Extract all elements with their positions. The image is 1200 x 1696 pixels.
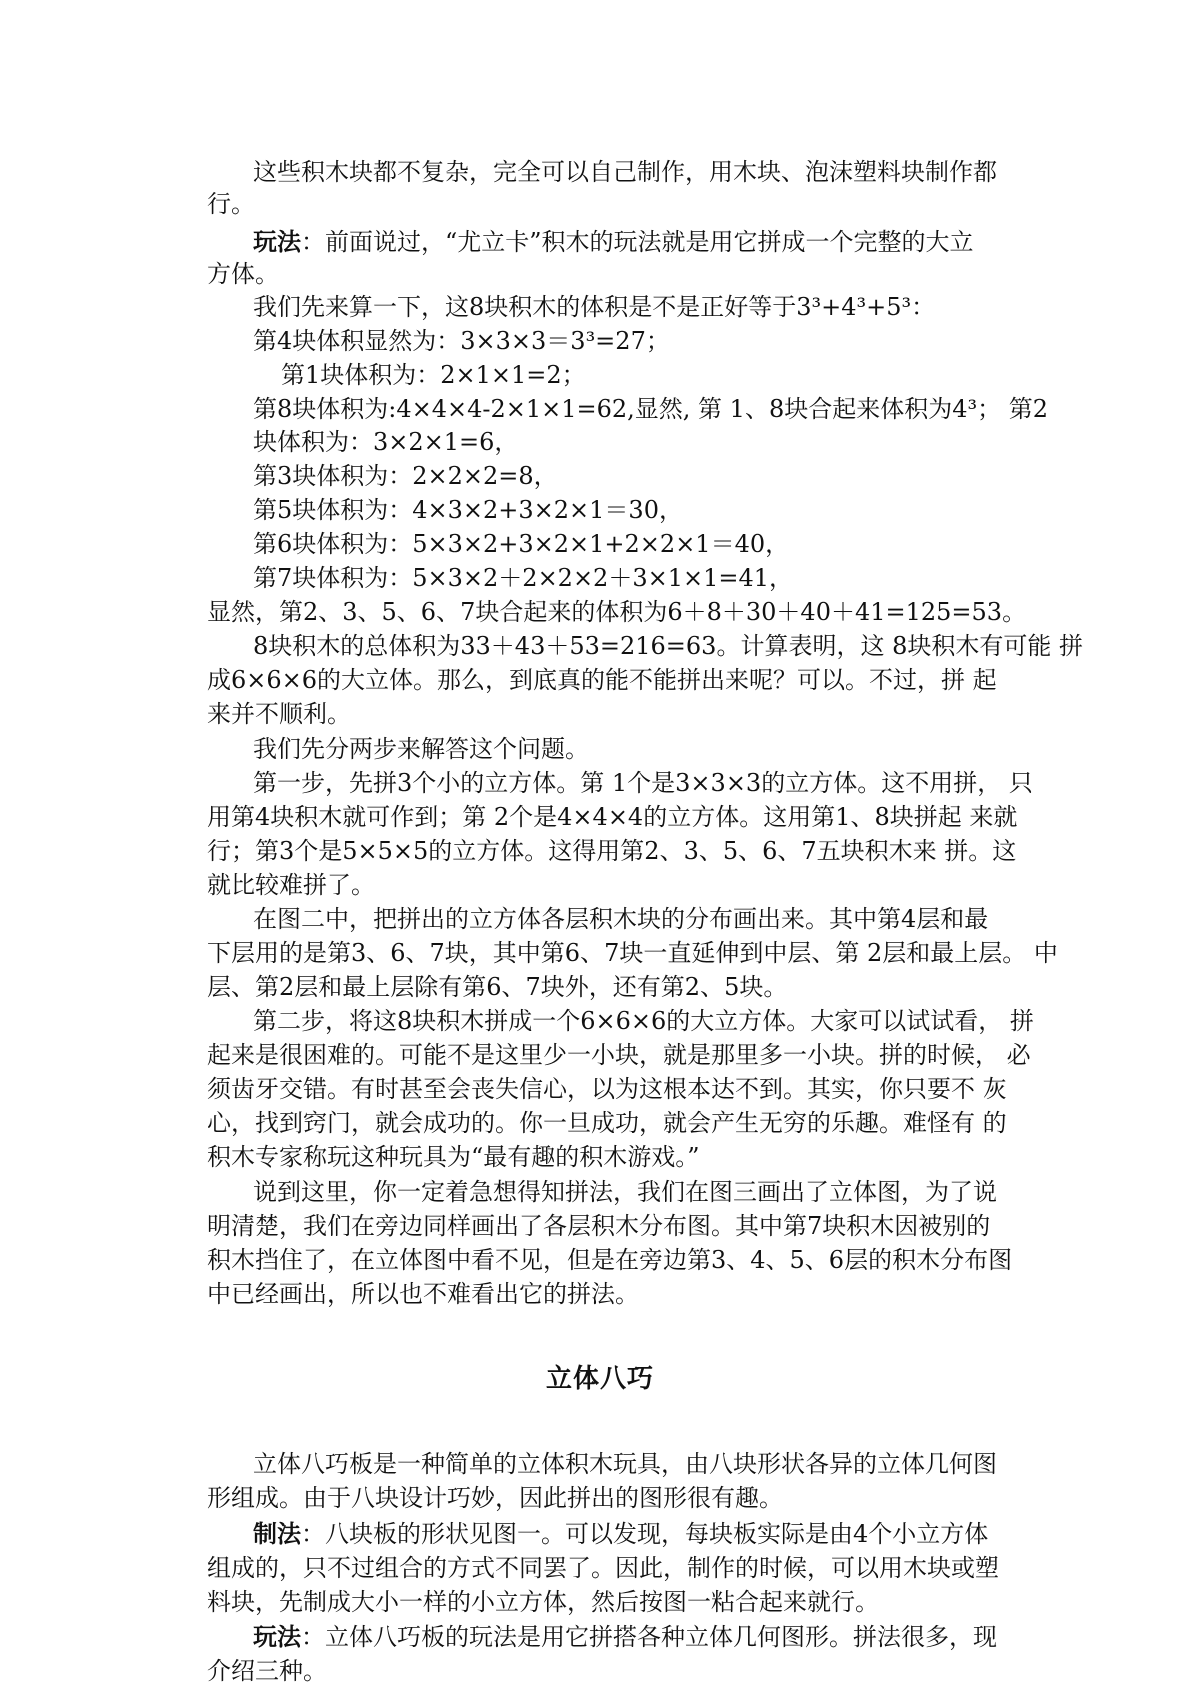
paragraph-text: ：立体八巧板的玩法是用它拼搭各种立体几何图形。拼法很多，现 <box>301 1623 997 1651</box>
paragraph-line: 中已经画出，所以也不难看出它的拼法。 <box>207 1280 639 1308</box>
paragraph-line: 须齿牙交错。有时甚至会丧失信心，以为这根本达不到。其实，你只要不 灰 <box>207 1075 1007 1103</box>
paragraph-line: 层、第2层和最上层除有第6、7块外，还有第2、5块。 <box>207 973 788 1001</box>
play-method-label: 玩法 <box>253 1622 301 1651</box>
paragraph-line: 料块，先制成大小一样的小立方体，然后按图一粘合起来就行。 <box>207 1588 879 1616</box>
make-method-label: 制法 <box>253 1519 301 1548</box>
calculation-line: 第6块体积为：5×3×2+3×2×1+2×2×1＝40， <box>253 530 790 558</box>
paragraph-line: 我们先来算一下，这8块积木的体积是不是正好等于3³+4³+5³： <box>253 293 936 321</box>
paragraph-line: 我们先分两步来解答这个问题。 <box>253 735 589 763</box>
paragraph-line: 就比较难拼了。 <box>207 871 375 899</box>
paragraph-line: 说到这里，你一定着急想得知拼法，我们在图三画出了立体图，为了说 <box>253 1178 997 1206</box>
play-method-label: 玩法 <box>253 227 301 256</box>
calculation-line: 第4块体积显然为：3×3×3＝3³=27； <box>253 327 670 355</box>
section-title: 立体八巧 <box>545 1364 654 1394</box>
calculation-line: 块体积为：3×2×1=6， <box>253 428 519 456</box>
paragraph-line: 成6×6×6的大立体。那么，到底真的能不能拼出来呢？可以。不过，拼 起 <box>207 666 997 694</box>
calculation-line: 第1块体积为：2×1×1=2； <box>281 361 586 389</box>
paragraph-line: 显然，第2、3、5、6、7块合起来的体积为6＋8＋30＋40＋41=125=53。 <box>207 598 1027 626</box>
paragraph-line <box>253 1621 997 1653</box>
paragraph-line: 立体八巧板是一种简单的立体积木玩具，由八块形状各异的立体几何图 <box>253 1450 997 1478</box>
paragraph-line <box>253 1518 988 1550</box>
calculation-line: 第5块体积为：4×3×2+3×2×1＝30， <box>253 496 683 524</box>
paragraph-line: 这些积木块都不复杂，完全可以自己制作，用木块、泡沫塑料块制作都 <box>253 158 997 186</box>
paragraph-line: 组成的，只不过组合的方式不同罢了。因此，制作的时候，可以用木块或塑 <box>207 1554 999 1582</box>
paragraph-line <box>253 226 974 258</box>
paragraph-text: ：八块板的形状见图一。可以发现，每块板实际是由4个小立方体 <box>301 1520 989 1548</box>
paragraph-line: 第二步，将这8块积木拼成一个6×6×6的大立方体。大家可以试试看， 拼 <box>253 1007 1034 1035</box>
paragraph-line: 用第4块积木就可作到；第 2个是4×4×4的立方体。这用第1、8块拼起 来就 <box>207 803 1018 831</box>
calculation-line: 第8块体积为:4×4×4-2×1×1=62,显然, 第 1、8块合起来体积为4³； 第2 <box>253 395 1049 423</box>
paragraph-line: 行。 <box>207 190 255 218</box>
paragraph-line: 在图二中，把拼出的立方体各层积木块的分布画出来。其中第4层和最 <box>253 905 989 933</box>
paragraph-line: 介绍三种。 <box>207 1657 327 1685</box>
paragraph-text: ：前面说过，“尤立卡”积木的玩法就是用它拼成一个完整的大立 <box>301 228 974 256</box>
paragraph-line: 来并不顺利。 <box>207 700 351 728</box>
paragraph-line: 第一步，先拼3个小的立方体。第 1个是3×3×3的立方体。这不用拼， 只 <box>253 769 1033 797</box>
calculation-line: 第3块体积为：2×2×2=8， <box>253 462 558 490</box>
paragraph-line: 方体。 <box>207 260 279 288</box>
paragraph-line: 8块积木的总体积为33＋43＋53=216=63。计算表明，这 8块积木有可能 拼 <box>253 632 1083 660</box>
paragraph-line: 明清楚，我们在旁边同样画出了各层积木分布图。其中第7块积木因被别的 <box>207 1212 991 1240</box>
paragraph-line: 积木挡住了，在立体图中看不见，但是在旁边第3、4、5、6层的积木分布图 <box>207 1246 1013 1274</box>
paragraph-line: 形组成。由于八块设计巧妙，因此拼出的图形很有趣。 <box>207 1484 783 1512</box>
paragraph-line: 积木专家称玩这种玩具为“最有趣的积木游戏。” <box>207 1143 700 1171</box>
paragraph-line: 行；第3个是5×5×5的立方体。这得用第2、3、5、6、7五块积木来 拼。这 <box>207 837 1017 865</box>
paragraph-line: 起来是很困难的。可能不是这里少一小块，就是那里多一小块。拼的时候， 必 <box>207 1041 1031 1069</box>
paragraph-line: 心，找到窍门，就会成功的。你一旦成功，就会产生无穷的乐趣。难怪有 的 <box>207 1109 1007 1137</box>
paragraph-line: 下层用的是第3、6、7块，其中第6、7块一直延伸到中层、第 2层和最上层。 中 <box>207 939 1058 967</box>
calculation-line: 第7块体积为：5×3×2＋2×2×2＋3×1×1=41， <box>253 564 793 592</box>
